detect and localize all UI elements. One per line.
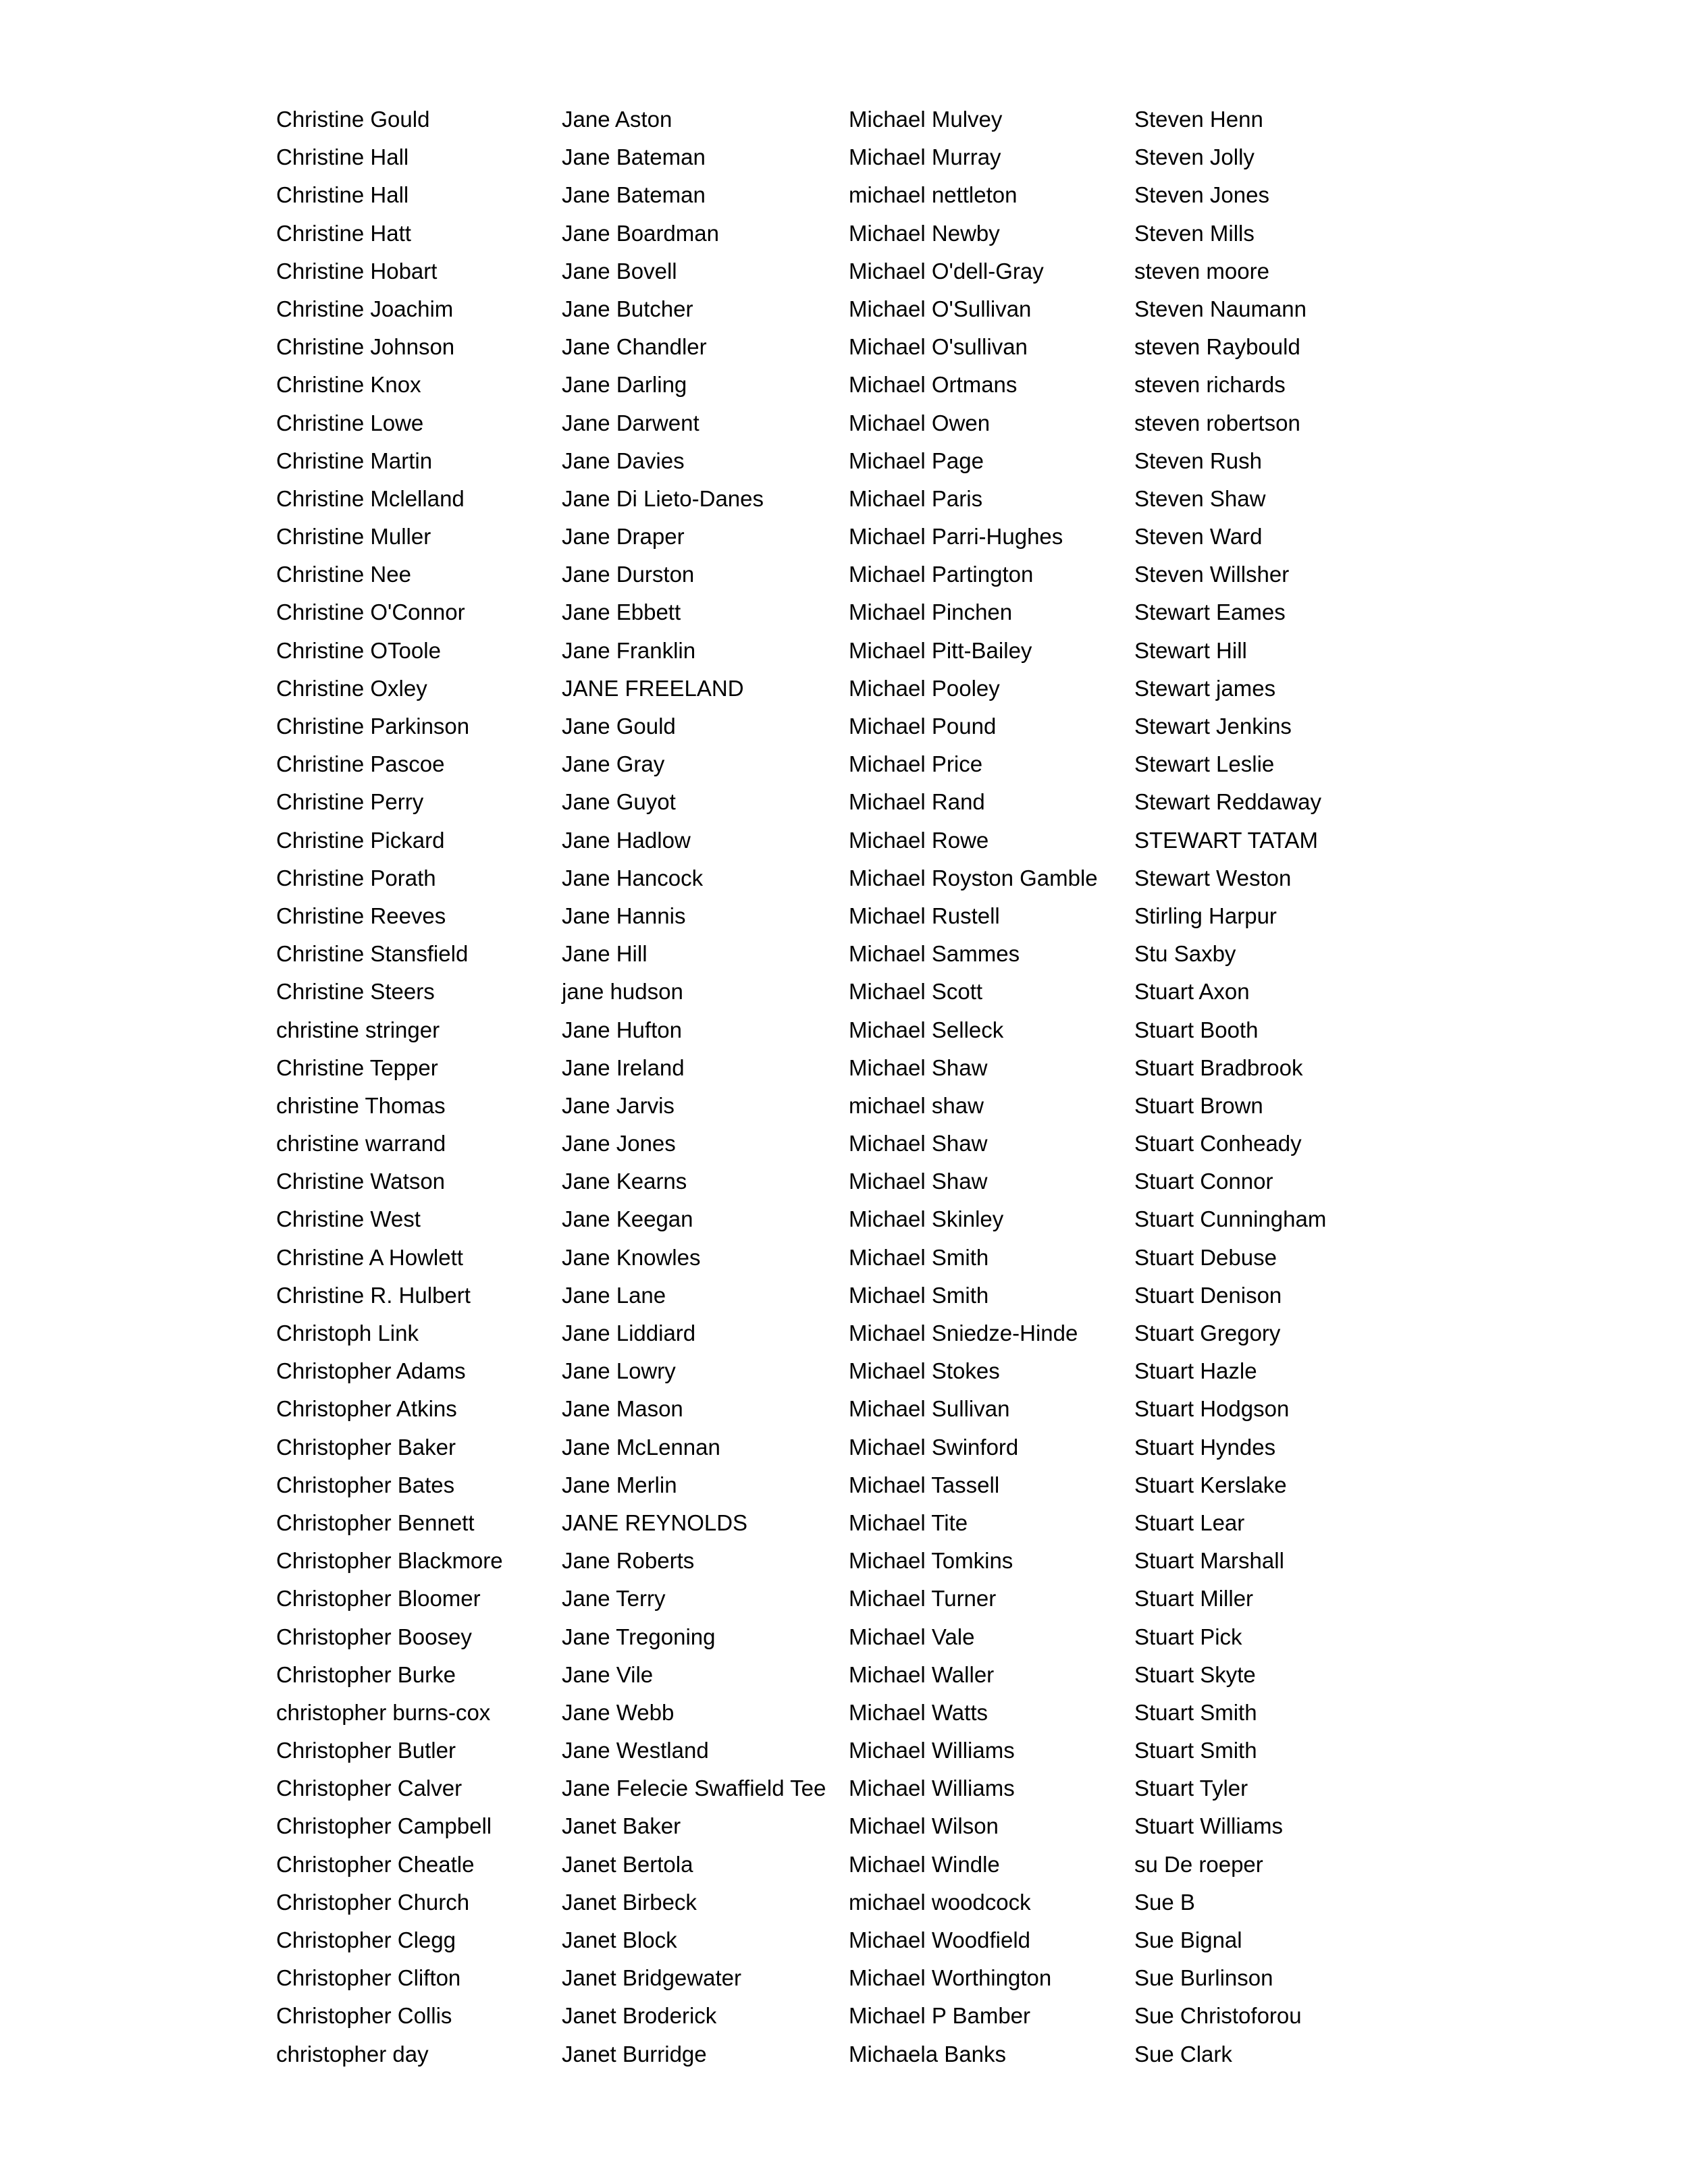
name-entry: Steven Naumann bbox=[1134, 296, 1307, 321]
name-entry: su De roeper bbox=[1134, 1851, 1263, 1877]
name-entry: Michael Tite bbox=[849, 1510, 968, 1535]
name-entry: Jane Vile bbox=[562, 1661, 654, 1687]
name-entry: Michael Owen bbox=[849, 410, 991, 435]
name-entry: michael nettleton bbox=[849, 182, 1018, 208]
name-entry: Stewart Jenkins bbox=[1134, 714, 1292, 739]
name-entry: Stuart Skyte bbox=[1134, 1661, 1256, 1687]
name-entry: Jane Gould bbox=[562, 714, 676, 739]
name-entry: Jane Draper bbox=[562, 524, 685, 550]
name-entry: Christopher Collis bbox=[276, 2003, 452, 2029]
name-entry: Michael Royston Gamble bbox=[849, 865, 1098, 890]
name-entry: Michael Shaw bbox=[849, 1055, 988, 1080]
name-entry: michael woodcock bbox=[849, 1889, 1031, 1915]
name-entry: JANE FREELAND bbox=[562, 675, 744, 701]
name-entry: Stuart Cunningham bbox=[1134, 1206, 1327, 1232]
name-entry: steven richards bbox=[1134, 372, 1286, 398]
name-entry: Michael Waller bbox=[849, 1661, 995, 1687]
name-entry: Jane Durston bbox=[562, 562, 695, 587]
name-entry: Michael Price bbox=[849, 751, 983, 777]
name-entry: Jane Boardman bbox=[562, 220, 719, 246]
name-entry: Steven Shaw bbox=[1134, 485, 1266, 511]
name-entry: Jane Tregoning bbox=[562, 1624, 716, 1649]
name-entry: Stuart Smith bbox=[1134, 1738, 1257, 1763]
name-entry: Jane Gray bbox=[562, 751, 665, 777]
name-entry: Christine Gould bbox=[276, 107, 430, 132]
name-entry: Janet Burridge bbox=[562, 2041, 707, 2067]
name-entry: Michael Pooley bbox=[849, 675, 1000, 701]
name-entry: Stewart Reddaway bbox=[1134, 789, 1321, 815]
name-entry: Michael Sammes bbox=[849, 941, 1020, 967]
name-entry: christopher day bbox=[276, 2041, 429, 2067]
name-entry: Janet Baker bbox=[562, 1813, 681, 1839]
name-entry: jane hudson bbox=[562, 979, 683, 1005]
name-entry: Steven Rush bbox=[1134, 448, 1262, 473]
name-entry: Janet Bridgewater bbox=[562, 1965, 741, 1991]
name-entry: Stirling Harpur bbox=[1134, 903, 1277, 928]
name-entry: Stuart Connor bbox=[1134, 1169, 1273, 1194]
name-entry: Christine Porath bbox=[276, 865, 436, 890]
name-entry: Steven Jolly bbox=[1134, 144, 1255, 170]
name-entry: Michael Paris bbox=[849, 485, 983, 511]
name-entry: Janet Block bbox=[562, 1927, 677, 1952]
name-entry: Jane Mason bbox=[562, 1396, 683, 1422]
name-entry: christine warrand bbox=[276, 1131, 446, 1156]
name-entry: Jane Terry bbox=[562, 1586, 666, 1612]
name-entry: Christine Johnson bbox=[276, 334, 455, 360]
name-entry: christine stringer bbox=[276, 1017, 440, 1042]
name-entry: JANE REYNOLDS bbox=[562, 1510, 748, 1535]
name-column-3 bbox=[849, 107, 1098, 2079]
name-entry: Michael Pinchen bbox=[849, 600, 1013, 625]
name-entry: Janet Birbeck bbox=[562, 1889, 697, 1915]
name-entry: Christopher Clifton bbox=[276, 1965, 461, 1991]
name-entry: Christine O'Connor bbox=[276, 600, 465, 625]
name-entry: Sue Burlinson bbox=[1134, 1965, 1273, 1991]
name-entry: Michael Vale bbox=[849, 1624, 975, 1649]
name-entry: Michael Murray bbox=[849, 144, 1001, 170]
name-entry: Christopher Baker bbox=[276, 1434, 456, 1460]
name-entry: Michael Smith bbox=[849, 1244, 989, 1270]
name-entry: Stewart Eames bbox=[1134, 600, 1286, 625]
name-entry: Jane Felecie Swaffield Tee bbox=[562, 1776, 826, 1801]
name-entry: Jane Hannis bbox=[562, 903, 686, 928]
name-entry: Christine Hall bbox=[276, 182, 409, 208]
name-entry: Stuart Denison bbox=[1134, 1282, 1282, 1308]
name-entry: Michael Page bbox=[849, 448, 984, 473]
name-entry: Jane McLennan bbox=[562, 1434, 720, 1460]
name-entry: Michael Windle bbox=[849, 1851, 1000, 1877]
name-entry: Jane Franklin bbox=[562, 637, 696, 663]
name-entry: Christine Stansfield bbox=[276, 941, 469, 967]
name-entry: Christopher Church bbox=[276, 1889, 470, 1915]
name-entry: Michaela Banks bbox=[849, 2041, 1006, 2067]
name-entry: Michael Williams bbox=[849, 1738, 1015, 1763]
name-entry: Michael O'sullivan bbox=[849, 334, 1028, 360]
name-entry: Jane Butcher bbox=[562, 296, 693, 321]
name-entry: Michael Ortmans bbox=[849, 372, 1018, 398]
name-entry: Christine Muller bbox=[276, 524, 431, 550]
name-entry: Michael Watts bbox=[849, 1699, 988, 1725]
name-entry: steven Raybould bbox=[1134, 334, 1300, 360]
name-entry: Michael Shaw bbox=[849, 1131, 988, 1156]
name-entry: Michael Pound bbox=[849, 714, 997, 739]
name-entry: Christine Hobart bbox=[276, 258, 438, 284]
name-entry: Michael Worthington bbox=[849, 1965, 1052, 1991]
name-entry: Jane Roberts bbox=[562, 1548, 695, 1574]
name-column-4 bbox=[1134, 107, 1326, 2079]
name-entry: Stuart Tyler bbox=[1134, 1776, 1248, 1801]
name-entry: Christopher Atkins bbox=[276, 1396, 457, 1422]
name-entry: steven robertson bbox=[1134, 410, 1300, 435]
name-entry: Jane Bateman bbox=[562, 182, 706, 208]
name-entry: Michael Parri-Hughes bbox=[849, 524, 1063, 550]
name-entry: Jane Jones bbox=[562, 1131, 676, 1156]
name-entry: Michael Turner bbox=[849, 1586, 997, 1612]
name-entry: Christopher Boosey bbox=[276, 1624, 472, 1649]
name-entry: Christine Mclelland bbox=[276, 485, 465, 511]
name-entry: Christine A Howlett bbox=[276, 1244, 463, 1270]
name-entry: christine Thomas bbox=[276, 1092, 446, 1118]
name-entry: Michael Newby bbox=[849, 220, 1000, 246]
name-entry: Michael Rand bbox=[849, 789, 985, 815]
name-entry: Stewart Weston bbox=[1134, 865, 1292, 890]
name-entry: Christine Martin bbox=[276, 448, 433, 473]
name-entry: Michael Woodfield bbox=[849, 1927, 1031, 1952]
name-entry: Christine Joachim bbox=[276, 296, 454, 321]
name-entry: Michael Smith bbox=[849, 1282, 989, 1308]
name-entry: Jane Westland bbox=[562, 1738, 709, 1763]
name-entry: Christine Parkinson bbox=[276, 714, 470, 739]
name-entry: Stuart Hazle bbox=[1134, 1358, 1257, 1384]
name-entry: Stuart Brown bbox=[1134, 1092, 1263, 1118]
name-entry: Christine OToole bbox=[276, 637, 441, 663]
name-entry: Michael Mulvey bbox=[849, 107, 1003, 132]
name-entry: Stuart Smith bbox=[1134, 1699, 1257, 1725]
name-entry: Stewart Hill bbox=[1134, 637, 1247, 663]
name-entry: Stuart Debuse bbox=[1134, 1244, 1277, 1270]
name-entry: Christine Knox bbox=[276, 372, 421, 398]
name-entry: Jane Darwent bbox=[562, 410, 700, 435]
name-entry: Michael Tassell bbox=[849, 1472, 1000, 1497]
name-entry: Jane Liddiard bbox=[562, 1321, 696, 1346]
name-entry: Christine West bbox=[276, 1206, 421, 1232]
name-entry: Jane Ireland bbox=[562, 1055, 685, 1080]
name-entry: Christopher Cheatle bbox=[276, 1851, 475, 1877]
name-entry: Christoph Link bbox=[276, 1321, 419, 1346]
name-entry: Steven Ward bbox=[1134, 524, 1263, 550]
name-entry: Michael Pitt-Bailey bbox=[849, 637, 1032, 663]
name-entry: Christine Steers bbox=[276, 979, 435, 1005]
name-entry: Stuart Miller bbox=[1134, 1586, 1254, 1612]
name-entry: Christopher Butler bbox=[276, 1738, 456, 1763]
name-entry: Michael O'dell-Gray bbox=[849, 258, 1044, 284]
name-entry: Jane Aston bbox=[562, 107, 672, 132]
name-entry: Michael Williams bbox=[849, 1776, 1015, 1801]
name-entry: michael shaw bbox=[849, 1092, 984, 1118]
name-entry: Stuart Kerslake bbox=[1134, 1472, 1287, 1497]
name-entry: Jane Ebbett bbox=[562, 600, 681, 625]
name-entry: Jane Davies bbox=[562, 448, 685, 473]
name-entry: Jane Hill bbox=[562, 941, 648, 967]
name-entry: Michael Wilson bbox=[849, 1813, 999, 1839]
name-entry: Sue Christoforou bbox=[1134, 2003, 1302, 2029]
name-entry: Stuart Gregory bbox=[1134, 1321, 1281, 1346]
name-entry: Janet Bertola bbox=[562, 1851, 693, 1877]
name-entry: Michael Sullivan bbox=[849, 1396, 1010, 1422]
name-entry: Jane Chandler bbox=[562, 334, 707, 360]
name-entry: Steven Henn bbox=[1134, 107, 1263, 132]
name-entry: Christopher Bloomer bbox=[276, 1586, 481, 1612]
name-entry: Jane Bovell bbox=[562, 258, 677, 284]
name-entry: Stuart Marshall bbox=[1134, 1548, 1284, 1574]
name-entry: Stu Saxby bbox=[1134, 941, 1236, 967]
name-entry: Jane Hadlow bbox=[562, 827, 691, 853]
name-entry: christopher burns-cox bbox=[276, 1699, 491, 1725]
name-entry: steven moore bbox=[1134, 258, 1269, 284]
name-entry: Steven Mills bbox=[1134, 220, 1255, 246]
name-entry: Stewart Leslie bbox=[1134, 751, 1275, 777]
name-entry: Michael P Bamber bbox=[849, 2003, 1031, 2029]
name-entry: Jane Guyot bbox=[562, 789, 676, 815]
name-entry: Stuart Hyndes bbox=[1134, 1434, 1276, 1460]
name-entry: Stuart Williams bbox=[1134, 1813, 1284, 1839]
name-entry: Michael Stokes bbox=[849, 1358, 1000, 1384]
name-entry: Michael Partington bbox=[849, 562, 1034, 587]
name-entry: Christopher Bennett bbox=[276, 1510, 475, 1535]
name-entry: Stuart Lear bbox=[1134, 1510, 1245, 1535]
name-entry: Michael Sniedze-Hinde bbox=[849, 1321, 1078, 1346]
name-entry: Christopher Bates bbox=[276, 1472, 455, 1497]
name-entry: Christine Pickard bbox=[276, 827, 445, 853]
name-entry: Stuart Axon bbox=[1134, 979, 1250, 1005]
name-entry: STEWART TATAM bbox=[1134, 827, 1318, 853]
name-entry: Christine Hall bbox=[276, 144, 409, 170]
name-entry: Steven Willsher bbox=[1134, 562, 1290, 587]
name-entry: Jane Darling bbox=[562, 372, 687, 398]
name-entry: Christopher Campbell bbox=[276, 1813, 492, 1839]
name-entry: Christopher Blackmore bbox=[276, 1548, 503, 1574]
name-entry: Stuart Pick bbox=[1134, 1624, 1242, 1649]
name-column-2 bbox=[562, 107, 826, 2079]
name-entry: Christine Nee bbox=[276, 562, 411, 587]
name-entry: Sue Clark bbox=[1134, 2041, 1232, 2067]
name-entry: Christine Watson bbox=[276, 1169, 446, 1194]
name-entry: Jane Hancock bbox=[562, 865, 704, 890]
name-entry: Stuart Conheady bbox=[1134, 1131, 1302, 1156]
name-entry: Christine Perry bbox=[276, 789, 424, 815]
name-entry: Jane Kearns bbox=[562, 1169, 687, 1194]
name-entry: Jane Hufton bbox=[562, 1017, 682, 1042]
name-entry: Christine Oxley bbox=[276, 675, 427, 701]
name-entry: Stewart james bbox=[1134, 675, 1276, 701]
name-entry: Michael O'Sullivan bbox=[849, 296, 1032, 321]
name-entry: Michael Skinley bbox=[849, 1206, 1004, 1232]
name-entry: Christine R. Hulbert bbox=[276, 1282, 471, 1308]
name-entry: Jane Di Lieto-Danes bbox=[562, 485, 764, 511]
name-entry: Michael Shaw bbox=[849, 1169, 988, 1194]
name-entry: Jane Merlin bbox=[562, 1472, 677, 1497]
name-entry: Jane Knowles bbox=[562, 1244, 701, 1270]
name-entry: Christopher Adams bbox=[276, 1358, 466, 1384]
name-entry: Sue B bbox=[1134, 1889, 1195, 1915]
name-entry: Christine Hatt bbox=[276, 220, 411, 246]
name-entry: Stuart Hodgson bbox=[1134, 1396, 1290, 1422]
name-entry: Jane Keegan bbox=[562, 1206, 693, 1232]
name-entry: Janet Broderick bbox=[562, 2003, 717, 2029]
name-entry: Jane Lowry bbox=[562, 1358, 676, 1384]
name-entry: Jane Lane bbox=[562, 1282, 666, 1308]
name-entry: Jane Webb bbox=[562, 1699, 675, 1725]
name-column-1 bbox=[276, 107, 503, 2079]
name-entry: Christine Lowe bbox=[276, 410, 424, 435]
name-entry: Christine Reeves bbox=[276, 903, 446, 928]
name-entry: Steven Jones bbox=[1134, 182, 1269, 208]
name-entry: Stuart Booth bbox=[1134, 1017, 1259, 1042]
name-entry: Sue Bignal bbox=[1134, 1927, 1242, 1952]
name-entry: Michael Swinford bbox=[849, 1434, 1019, 1460]
name-entry: Christopher Calver bbox=[276, 1776, 463, 1801]
name-entry: Christopher Burke bbox=[276, 1661, 456, 1687]
name-entry: Michael Tomkins bbox=[849, 1548, 1013, 1574]
name-entry: Christine Tepper bbox=[276, 1055, 438, 1080]
name-entry: Michael Rowe bbox=[849, 827, 989, 853]
name-entry: Jane Bateman bbox=[562, 144, 706, 170]
name-entry: Jane Jarvis bbox=[562, 1092, 675, 1118]
name-entry: Michael Scott bbox=[849, 979, 983, 1005]
name-entry: Christopher Clegg bbox=[276, 1927, 456, 1952]
name-entry: Michael Selleck bbox=[849, 1017, 1004, 1042]
name-entry: Stuart Bradbrook bbox=[1134, 1055, 1303, 1080]
name-entry: Christine Pascoe bbox=[276, 751, 445, 777]
name-entry: Michael Rustell bbox=[849, 903, 1000, 928]
